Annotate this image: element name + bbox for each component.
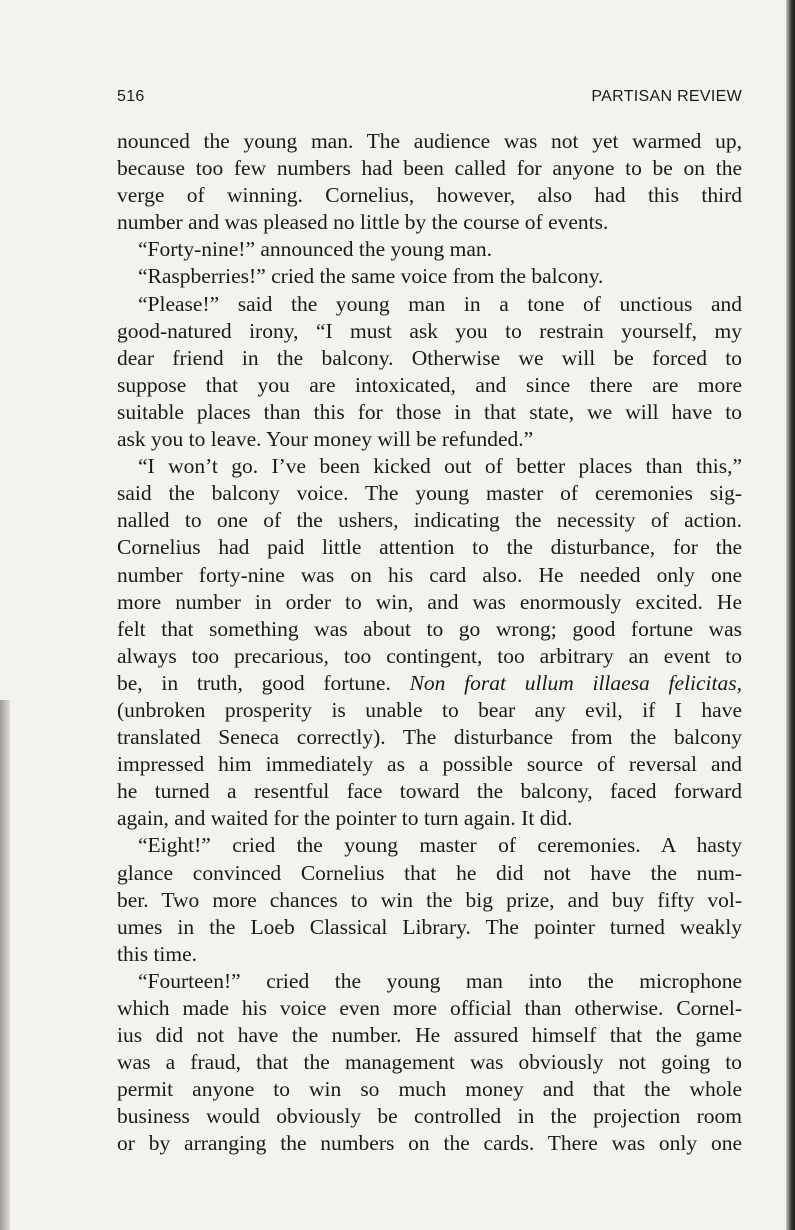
text-line: more number in order to win, and was enormously excited. He	[117, 589, 742, 614]
text-line: “Forty-nine!” announced the young man.	[138, 237, 493, 262]
text-line: verge of winning. Cornelius, however, also had this third	[117, 183, 742, 208]
text-line: he turned a resentful face toward the balcony, faced forward	[117, 779, 742, 804]
latin-quotation: Non forat ullum illaesa felicitas,	[409, 670, 742, 695]
text-line: because too few numbers had been called for anyone to be on the	[117, 156, 742, 181]
text-line: again, and waited for the pointer to turn again. It did.	[117, 806, 573, 831]
text-line: “I won’t go. I’ve been kicked out of better places than this,”	[138, 454, 742, 479]
page-header	[117, 88, 742, 110]
text-line: or by arranging the numbers on the cards. There was only one	[117, 1131, 742, 1156]
text-line: Cornelius had paid little attention to the disturbance, for the	[117, 535, 742, 560]
text-line: “Eight!” cried the young master of ceremonies. A hasty	[138, 833, 742, 858]
body-text	[117, 128, 742, 1158]
running-title: PARTISAN REVIEW	[591, 88, 742, 105]
text-line: said the balcony voice. The young master of ceremonies sig-	[117, 481, 742, 506]
text-fragment: be, in truth, good fortune.	[117, 670, 391, 695]
text-line: “Please!” said the young man in a tone of unctious and	[138, 291, 742, 316]
text-line: ber. Two more chances to win the big prize, and buy fifty vol-	[117, 887, 742, 912]
text-line: felt that something was about to go wrong; good fortune was	[117, 616, 742, 641]
text-line: (unbroken prosperity is unable to bear any evil, if I have	[117, 697, 742, 722]
text-line: ask you to leave. Your money will be refunded.”	[117, 427, 534, 452]
page-edge-shadow	[786, 0, 795, 1230]
text-line: this time.	[117, 941, 198, 966]
text-line: impressed him immediately as a possible source of reversal and	[117, 752, 742, 777]
text-line: number and was pleased no little by the course of events.	[117, 210, 609, 235]
text-line: good-natured irony, “I must ask you to restrain yourself, my	[117, 318, 742, 343]
text-line: which made his voice even more official than otherwise. Cornel-	[117, 996, 742, 1020]
text-line: suppose that you are intoxicated, and since there are more	[117, 372, 742, 397]
text-line: “Raspberries!” cried the same voice from the balcony.	[138, 264, 604, 289]
text-line-mixed	[117, 670, 742, 697]
text-line: ius did not have the number. He assured himself that the game	[117, 1023, 742, 1048]
page-number: 516	[117, 88, 145, 105]
text-line: “Fourteen!” cried the young man into the microphone	[138, 968, 742, 993]
text-line: business would obviously be controlled in the projection room	[117, 1104, 742, 1129]
text-line: always too precarious, too contingent, too arbitrary an event to	[117, 643, 742, 668]
text-line: umes in the Loeb Classical Library. The pointer turned weakly	[117, 914, 742, 939]
text-line: number forty-nine was on his card also. He needed only one	[117, 562, 742, 587]
text-line: translated Seneca correctly). The disturbance from the balcony	[117, 725, 742, 750]
text-line: glance convinced Cornelius that he did not have the num-	[117, 860, 742, 885]
text-line: suitable places than this for those in that state, we will have to	[117, 399, 742, 424]
text-line: nalled to one of the ushers, indicating the necessity of action.	[117, 508, 742, 533]
text-line: was a fraud, that the management was obviously not going to	[117, 1050, 742, 1075]
binding-shadow	[0, 700, 10, 1230]
text-line: permit anyone to win so much money and that the whole	[117, 1077, 742, 1102]
text-line: dear friend in the balcony. Otherwise we will be forced to	[117, 345, 742, 370]
text-line: nounced the young man. The audience was not yet warmed up,	[117, 129, 742, 153]
